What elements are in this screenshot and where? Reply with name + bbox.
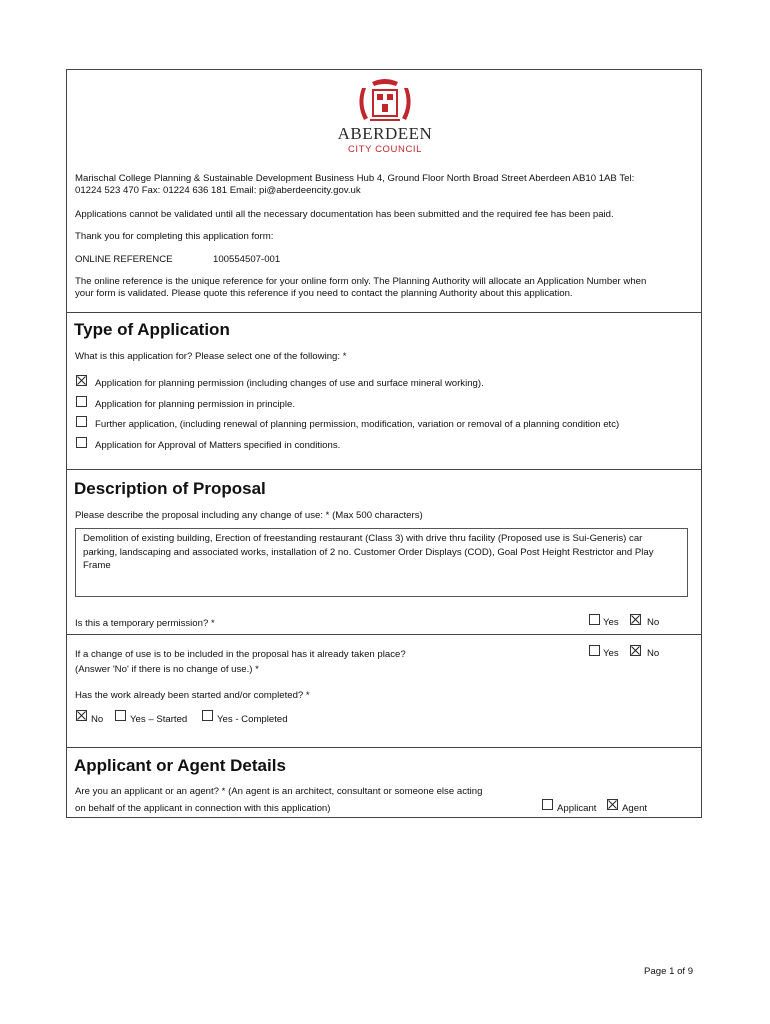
divider [66, 469, 702, 470]
work-started-question: Has the work already been started and/or completed? * [75, 690, 310, 701]
logo-title: ABERDEEN [337, 124, 433, 143]
divider [66, 634, 702, 635]
work-option-started: Yes – Started [130, 714, 188, 725]
no-label: No [647, 648, 660, 659]
description-prompt: Please describe the proposal including any change of use: * (Max 500 characters) [75, 510, 423, 521]
checkbox-work-started[interactable] [115, 710, 126, 721]
applicant-label: Applicant [557, 803, 597, 814]
divider [66, 747, 702, 748]
section-title-type: Type of Application [74, 320, 230, 339]
applicant-question-1: Are you an applicant or an agent? * (An agent is an architect, consultant or someone else acting [75, 786, 483, 797]
description-text: Demolition of existing building, Erection of freestanding restaurant (Class 3) with drive thru facility (Proposed use is Sui-Generis) car parking, landscaping and associated works, installation of 2 no. Customer Order Displays (COD), Goal Post Height Restrictor and Play Frame [83, 533, 654, 571]
checkbox-agent[interactable] [607, 799, 618, 810]
thanks-text: Thank you for completing this application form: [75, 231, 274, 242]
checkbox-work-no[interactable] [76, 710, 87, 721]
ref-note-line-1: The online reference is the unique reference for your online form only. The Planning Authority will allocate an Application Number when [75, 276, 647, 287]
checkbox-planning-principle[interactable] [76, 396, 87, 407]
checkbox-work-completed[interactable] [202, 710, 213, 721]
checkbox-temporary-no[interactable] [630, 614, 641, 625]
checkbox-applicant[interactable] [542, 799, 553, 810]
work-option-no: No [91, 714, 104, 725]
address-line-2: 01224 523 470 Fax: 01224 636 181 Email: pi@aberdeencity.gov.uk [75, 185, 361, 196]
ref-note-line-2: your form is validated. Please quote this reference if you need to contact the planning Authority about this application. [75, 288, 573, 299]
checkbox-change-of-use-yes[interactable] [589, 645, 600, 656]
checkbox-change-of-use-no[interactable] [630, 645, 641, 656]
temporary-question: Is this a temporary permission? * [75, 618, 215, 629]
option-label: Application for Approval of Matters specified in conditions. [95, 440, 341, 451]
checkbox-temporary-yes[interactable] [589, 614, 600, 625]
no-label: No [647, 617, 660, 628]
change-of-use-question-2: (Answer 'No' if there is no change of use.) * [75, 664, 259, 675]
checkbox-approval-matters[interactable] [76, 437, 87, 448]
yes-label: Yes [603, 648, 619, 659]
type-question: What is this application for? Please select one of the following: * [75, 351, 347, 362]
section-title-applicant: Applicant or Agent Details [74, 756, 286, 775]
checkbox-planning-permission[interactable] [76, 375, 87, 386]
option-label: Application for planning permission (including changes of use and surface mineral working). [95, 378, 484, 389]
page-number: Page 1 of 9 [644, 966, 694, 977]
work-option-completed: Yes - Completed [217, 714, 288, 725]
agent-label: Agent [622, 803, 648, 814]
validation-note: Applications cannot be validated until all the necessary documentation has been submitted and the required fee has been paid. [75, 209, 614, 220]
option-label: Application for planning permission in principle. [95, 399, 295, 410]
section-title-description: Description of Proposal [74, 479, 266, 498]
checkbox-further-application[interactable] [76, 416, 87, 427]
applicant-question-2: on behalf of the applicant in connection with this application) [75, 803, 331, 814]
logo-subtitle: CITY COUNCIL [347, 144, 423, 155]
change-of-use-question-1: If a change of use is to be included in the proposal has it already taken place? [75, 649, 406, 660]
divider [66, 312, 702, 313]
address-line-1: Marischal College Planning & Sustainable Development Business Hub 4, Ground Floor North Broad Street Aberdeen AB10 1AB Tel: [75, 173, 635, 184]
online-ref-value: 100554507-001 [213, 254, 281, 265]
online-ref-label: ONLINE REFERENCE [75, 254, 173, 265]
yes-label: Yes [603, 617, 619, 628]
option-label: Further application, (including renewal of planning permission, modification, variation or removal of a planning condition etc) [95, 419, 620, 430]
